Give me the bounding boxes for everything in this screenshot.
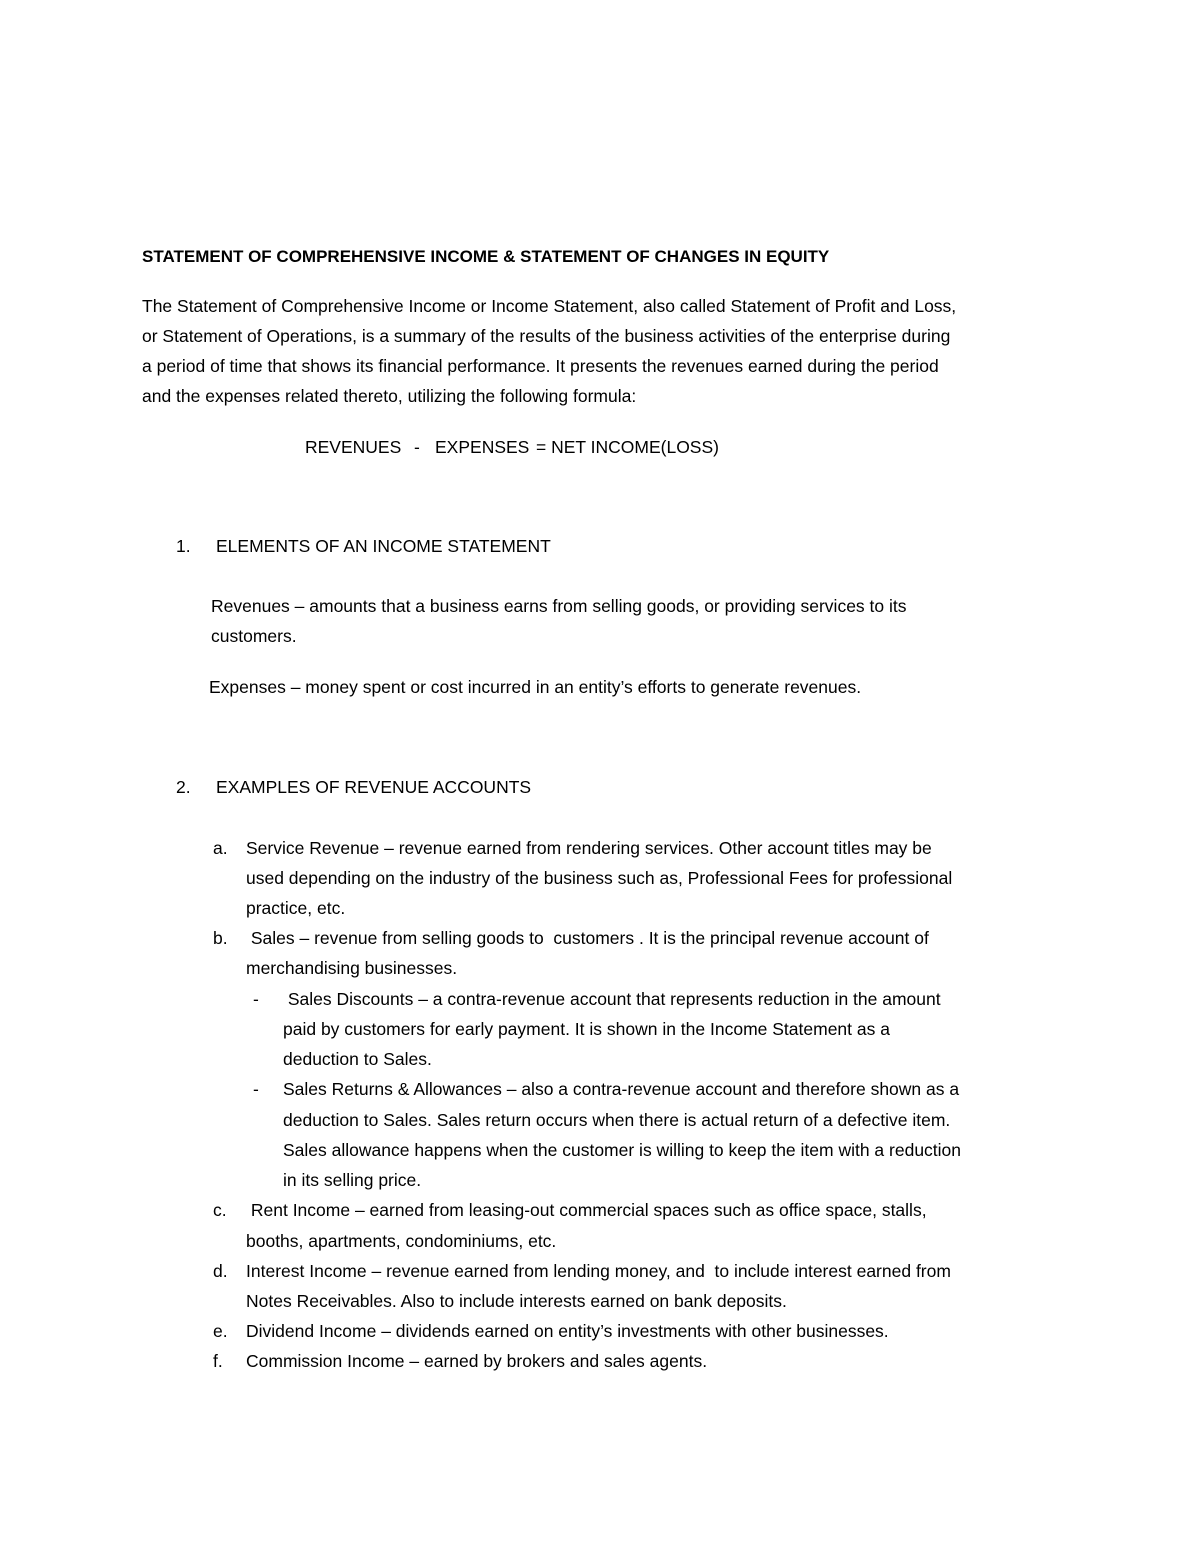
formula-expenses: EXPENSES	[435, 437, 530, 457]
list-marker: e.	[213, 1321, 228, 1341]
list-marker: d.	[213, 1261, 228, 1281]
formula-revenues: REVENUES	[305, 437, 402, 457]
intro-line: and the expenses related thereto, utilizing the following formula:	[142, 386, 637, 406]
list-marker: f.	[213, 1351, 223, 1371]
intro-line: The Statement of Comprehensive Income or Income Statement, also called Statement of Profit and Loss,	[142, 296, 957, 316]
revenues-definition-cont: customers.	[211, 626, 297, 646]
section-heading: ELEMENTS OF AN INCOME STATEMENT	[216, 536, 551, 556]
list-item-line: practice, etc.	[246, 898, 346, 918]
list-item-line: Dividend Income – dividends earned on entity’s investments with other businesses.	[246, 1321, 889, 1341]
section-number: 1.	[176, 536, 191, 556]
list-item-line: merchandising businesses.	[246, 958, 458, 978]
list-item-line: Commission Income – earned by brokers and sales agents.	[246, 1351, 708, 1371]
list-marker: b.	[213, 928, 228, 948]
sublist-item-line: Sales allowance happens when the customer is willing to keep the item with a reduction	[283, 1140, 962, 1160]
list-item-line: used depending on the industry of the business such as, Professional Fees for professional	[246, 868, 953, 888]
document-title: STATEMENT OF COMPREHENSIVE INCOME & STATEMENT OF CHANGES IN EQUITY	[142, 247, 830, 266]
list-item-line: booths, apartments, condominiums, etc.	[246, 1231, 557, 1251]
list-item-line: Interest Income – revenue earned from lending money, and to include interest earned from	[246, 1261, 951, 1281]
revenues-definition: Revenues – amounts that a business earns from selling goods, or providing services to its	[211, 596, 907, 616]
list-item-line: Sales – revenue from selling goods to customers . It is the principal revenue account of	[246, 928, 929, 948]
list-marker: a.	[213, 838, 228, 858]
sublist-item-line: deduction to Sales. Sales return occurs when there is actual return of a defective item.	[283, 1110, 951, 1130]
sublist-marker: -	[253, 1079, 259, 1099]
list-marker: c.	[213, 1200, 227, 1220]
section-heading: EXAMPLES OF REVENUE ACCOUNTS	[216, 777, 532, 797]
formula-result: = NET INCOME(LOSS)	[536, 437, 719, 457]
list-item-line: Notes Receivables. Also to include interests earned on bank deposits.	[246, 1291, 787, 1311]
list-item-line: Service Revenue – revenue earned from rendering services. Other account titles may be	[246, 838, 932, 858]
formula-minus: -	[414, 437, 420, 457]
intro-line: a period of time that shows its financial performance. It presents the revenues earned during the period	[142, 356, 939, 376]
sublist-item-line: Sales Returns & Allowances – also a contra-revenue account and therefore shown as a	[283, 1079, 960, 1099]
sublist-item-line: in its selling price.	[283, 1170, 422, 1190]
sublist-item-line: paid by customers for early payment. It is shown in the Income Statement as a	[283, 1019, 890, 1039]
sublist-marker: -	[253, 989, 259, 1009]
section-number: 2.	[176, 777, 191, 797]
list-item-line: Rent Income – earned from leasing-out commercial spaces such as office space, stalls,	[246, 1200, 927, 1220]
intro-line: or Statement of Operations, is a summary of the results of the business activities of the enterprise during	[142, 326, 951, 346]
expenses-definition: Expenses – money spent or cost incurred in an entity’s efforts to generate revenues.	[209, 677, 862, 697]
sublist-item-line: Sales Discounts – a contra-revenue account that represents reduction in the amount	[283, 989, 941, 1009]
sublist-item-line: deduction to Sales.	[283, 1049, 432, 1069]
